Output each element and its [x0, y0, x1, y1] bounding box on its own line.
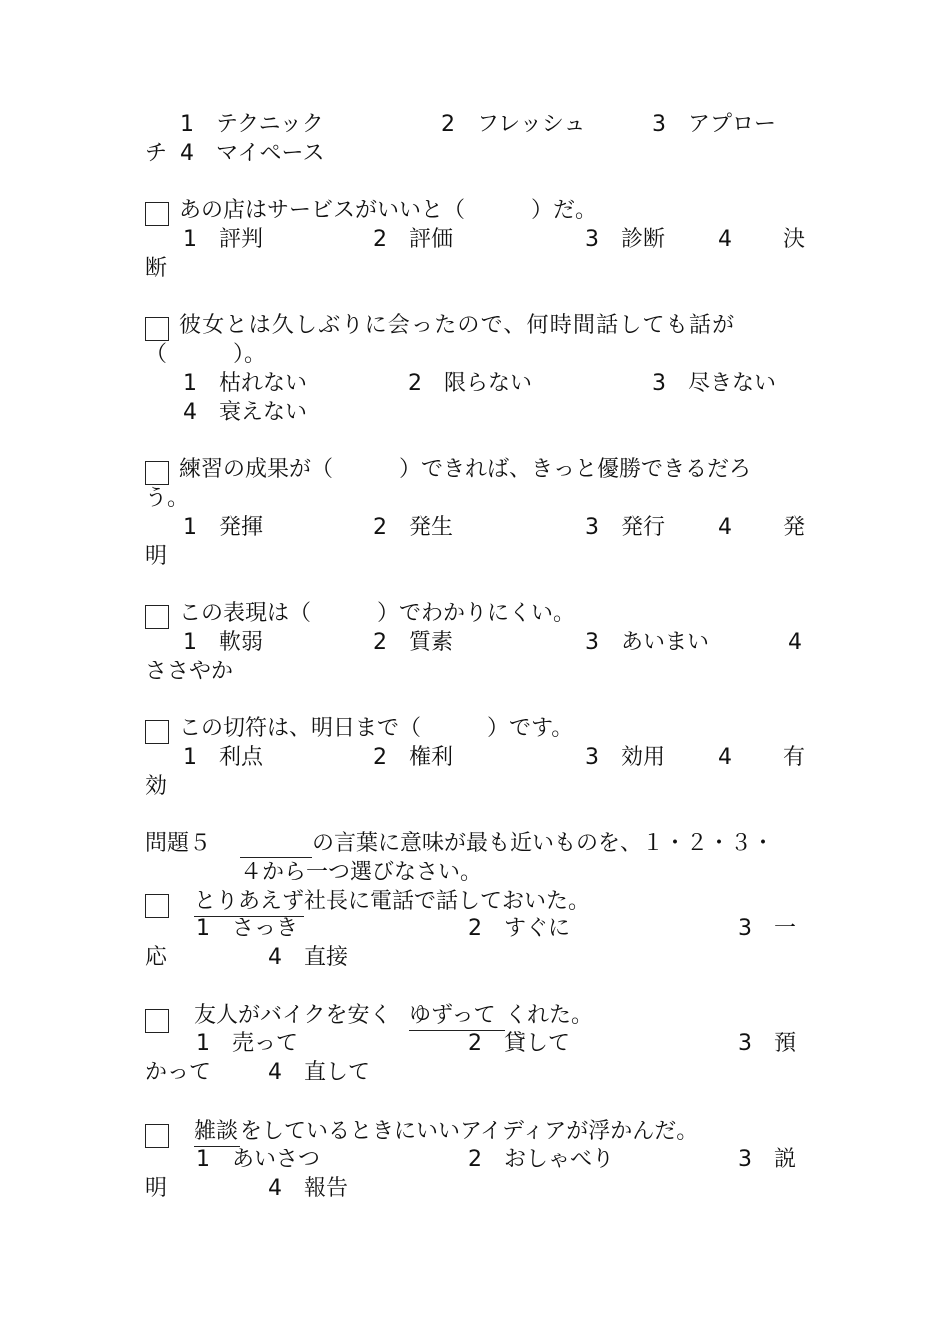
- choice-1: 1 売って: [196, 1031, 298, 1056]
- choice-4-wrap: 断: [145, 256, 168, 281]
- answer-checkbox[interactable]: [145, 461, 169, 485]
- section-text: の言葉に意味が最も近いものを、１・２・３・: [312, 831, 775, 856]
- choice-4-wrap: 明: [145, 544, 168, 569]
- choice-4: 4: [718, 227, 732, 252]
- choice-1: 1 評判: [183, 227, 263, 252]
- choice-4-wrap: 効: [145, 774, 168, 799]
- choice-1: 1 あいさつ: [196, 1147, 320, 1172]
- choice-2: 2 限らない: [408, 371, 532, 396]
- choice-3: 3 あいまい: [585, 630, 709, 655]
- choice-4-wrap: ささやか: [145, 659, 234, 684]
- choice-2: 2 すぐに: [468, 916, 570, 941]
- choice-3: 3 預: [738, 1031, 796, 1056]
- choice-3-wrap: かって: [145, 1060, 212, 1085]
- underlined-word: とりあえず: [194, 889, 305, 914]
- choice-4: 4: [718, 515, 732, 540]
- choice-1: 1 さっき: [196, 916, 298, 941]
- choice-4-word: 有: [783, 745, 806, 770]
- choice-4: 4: [718, 745, 732, 770]
- choice-4: 4 直接: [268, 945, 348, 970]
- answer-checkbox[interactable]: [145, 720, 169, 744]
- question-stem: 社長に電話で話しておいた。: [304, 889, 591, 914]
- question-stem: この切符は、明日まで（ ）です。: [179, 716, 574, 741]
- choice-3: 3 アプロー: [652, 112, 776, 137]
- choice-2: 2 権利: [373, 745, 453, 770]
- choice-4: 4 衰えない: [183, 400, 307, 425]
- choice-3: 3 尽きない: [652, 371, 776, 396]
- answer-checkbox[interactable]: [145, 202, 169, 226]
- choice-4-word: 決: [783, 227, 806, 252]
- question-stem-end: くれた。: [505, 1003, 594, 1028]
- choice-2: 2 質素: [373, 630, 453, 655]
- choice-4: 4: [788, 630, 802, 655]
- choice-3-wrap: 応: [145, 945, 168, 970]
- answer-checkbox[interactable]: [145, 317, 169, 341]
- choice-2: 2 発生: [373, 515, 453, 540]
- question-stem: 練習の成果が（ ）できれば、きっと優勝できるだろ: [179, 457, 752, 482]
- choice-3-wrap: 明: [145, 1176, 168, 1201]
- choice-4-word: 発: [783, 515, 806, 540]
- choice-3-wrap: チ: [145, 141, 168, 166]
- question-stem: あの店はサービスがいいと（ ）だ。: [179, 198, 598, 223]
- choice-1: 1 軟弱: [183, 630, 263, 655]
- choice-3: 3 説: [738, 1147, 796, 1172]
- choice-2: 2 おしゃべり: [468, 1147, 614, 1172]
- choice-1: 1 発揮: [183, 515, 263, 540]
- question-stem-continued: う。: [145, 486, 190, 511]
- question-stem: をしているときにいいアイディアが浮かんだ。: [240, 1119, 699, 1144]
- question-stem: この表現は（ ）でわかりにくい。: [179, 601, 576, 626]
- question-stem: 友人がバイクを安く: [194, 1003, 392, 1028]
- choice-3: 3 効用: [585, 745, 665, 770]
- choice-4: 4 直して: [268, 1060, 370, 1085]
- choice-4: 4 マイペース: [180, 141, 325, 166]
- choice-2: 2 貸して: [468, 1031, 570, 1056]
- choice-4: 4 報告: [268, 1176, 348, 1201]
- choice-3: 3 診断: [585, 227, 665, 252]
- choice-2: 2 フレッシュ: [441, 112, 586, 137]
- answer-checkbox[interactable]: [145, 605, 169, 629]
- section-text-continued: ４から一つ選びなさい。: [240, 860, 483, 885]
- choice-1: 1 枯れない: [183, 371, 307, 396]
- choice-1: 1 テクニック: [180, 112, 324, 137]
- question-stem-continued: （ ）。: [145, 342, 267, 367]
- underlined-word: 雑談: [194, 1119, 239, 1144]
- question-stem: 彼女とは久しぶりに会ったので、何時間話しても話が: [179, 313, 736, 338]
- underlined-word: ゆずって: [409, 1003, 496, 1028]
- choice-3: 3 発行: [585, 515, 665, 540]
- section-label: 問題５: [145, 831, 212, 856]
- answer-checkbox[interactable]: [145, 1124, 169, 1148]
- answer-checkbox[interactable]: [145, 894, 169, 918]
- answer-checkbox[interactable]: [145, 1009, 169, 1033]
- choice-1: 1 利点: [183, 745, 263, 770]
- choice-2: 2 評価: [373, 227, 453, 252]
- choice-3: 3 一: [738, 916, 796, 941]
